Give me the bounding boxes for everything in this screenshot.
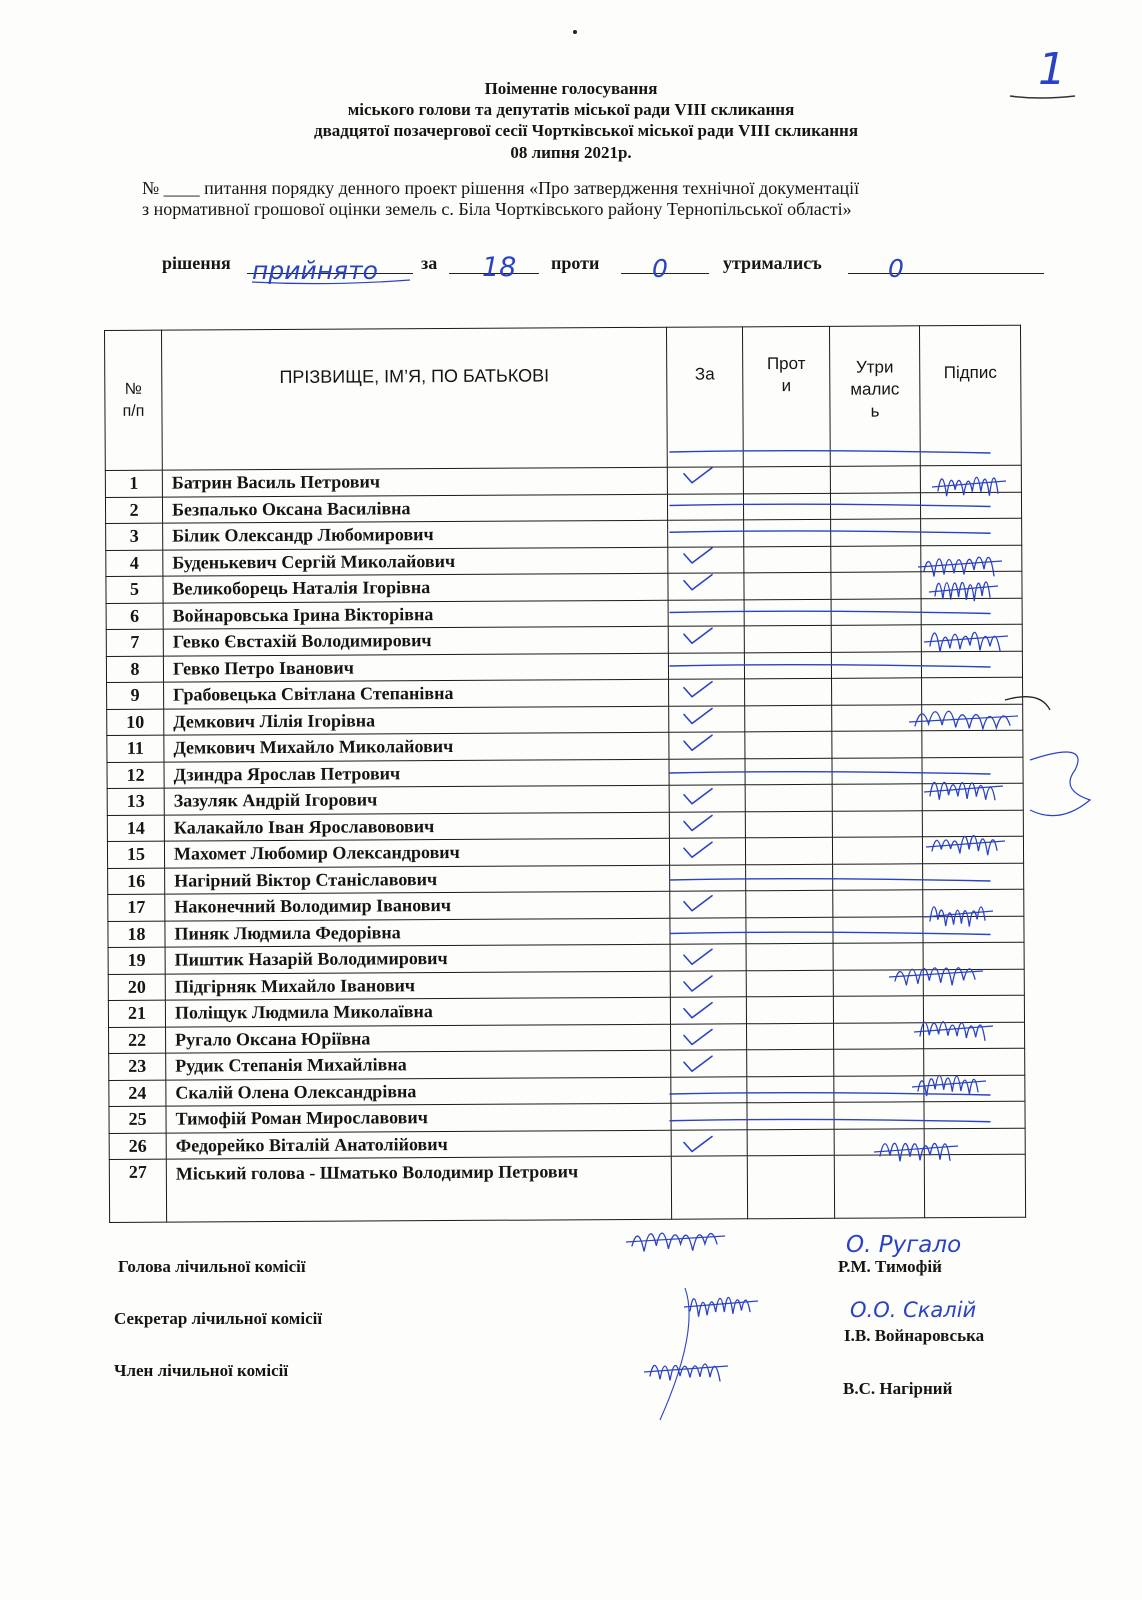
row-number: 2 [105,497,162,524]
member-signature [935,582,990,601]
row-number: 1 [105,470,162,497]
member-name: В.С. Нагірний [843,1379,953,1398]
member-signature [930,632,1000,652]
for-checkmark [684,1137,712,1152]
decision-value: прийнято [252,256,378,285]
chair-signature [632,1233,717,1251]
row-name: Демкович Лілія Ігорівна [164,706,669,735]
margin-signature [1030,752,1090,816]
absent-dash [670,1093,990,1095]
row-name: Войнаровська Ірина Вікторівна [163,600,668,629]
agenda-item-cont: з нормативної грошової оцінки земель с. Біла Чортківського району Тернопільської області» [142,199,852,219]
row-name: Безпалько Оксана Василівна [162,494,667,523]
row-name: Гевко Петро Іванович [163,653,668,682]
row-number: 5 [106,576,163,603]
row-number: 18 [108,921,165,948]
member-signature-stroke [924,786,1003,792]
row-number: 16 [108,868,165,895]
row-name: Дзиндра Ярослав Петрович [164,759,669,788]
row-name: Грабовецька Світлана Степанівна [164,679,669,708]
decision-underline [252,280,410,284]
document-date: 08 липня 2021р. [510,143,632,162]
absent-dash [670,879,990,881]
for-checkmark [684,548,712,563]
abstain-label: утрималисъ [723,253,822,273]
against-label: проти [551,253,600,273]
for-checkmark [684,468,712,483]
member-signature-stroke [914,1026,993,1032]
row-number: 12 [107,762,164,789]
row-number: 14 [107,815,164,842]
document-subtitle: міського голови та депутатів міської ради VIII скликання [347,100,795,119]
for-label: за [421,253,438,273]
col-against: Прот и [742,326,830,466]
absent-dash [670,1119,990,1121]
row-name: Поліщук Людмила Миколаївна [165,997,670,1026]
member-signature-stroke [926,841,1005,847]
row-number: 13 [107,788,164,815]
member-signature [924,557,994,576]
for-checkmark [684,709,712,724]
row-number: 20 [108,974,165,1001]
for-checkmark [684,1056,712,1071]
row-name: Рудик Степанія Михайлівна [166,1050,671,1079]
member-signature [880,1143,950,1161]
col-signature: Підпис [919,325,1021,466]
for-checkmark [684,816,712,831]
row-number: 15 [107,841,164,868]
row-number: 9 [107,682,164,709]
row-name: Демкович Михайло Миколайович [164,732,669,761]
for-checkmark [684,949,712,964]
secretary-note: О.О. Скалій [850,1298,977,1322]
row-name: Нагірний Віктор Станіславович [165,865,670,894]
member-commission-signature [650,1364,720,1381]
row-name: Скалій Олена Олександрівна [166,1077,671,1106]
margin-signature-dark [1005,697,1050,710]
row-name: Пиштик Назарій Володимирович [165,944,670,973]
row-name: Зазуляк Андрій Ігорович [164,785,669,814]
absent-dash [670,611,990,613]
row-name: Ругало Оксана Юріївна [166,1024,671,1053]
row-number: 27 [109,1159,166,1222]
chair-label: Голова лічильної комісії [118,1257,306,1276]
member-signature [895,968,975,986]
for-checkmark [684,976,712,991]
chair-note: О. Ругало [846,1232,962,1258]
row-name: Великоборець Наталія Ігорівна [163,573,668,602]
row-number: 26 [109,1133,166,1160]
secretary-signature [690,1297,750,1316]
abstain-value: 0 [888,254,904,283]
row-number: 7 [106,629,163,656]
row-name: Батрин Василь Петрович [162,467,667,496]
for-checkmark [684,842,712,857]
decision-label: рішення [162,253,231,273]
member-signature-stroke [874,1146,958,1152]
member-signature [930,907,985,927]
for-checkmark [684,896,712,911]
col-for: За [666,327,743,467]
col-number: № п/п [105,330,163,470]
row-name: Махомет Любомир Олександрович [164,838,669,867]
row-name: Тимофій Роман Мирославович [166,1103,671,1132]
row-number: 22 [109,1027,166,1054]
row-number: 6 [106,603,163,630]
for-checkmark [684,789,712,804]
row-name: Калакайло Іван Ярославовович [164,812,669,841]
page-number: 1 [1038,44,1066,95]
row-number: 4 [106,550,163,577]
row-number: 24 [109,1080,166,1107]
for-value: 18 [482,252,517,283]
absent-dash [670,932,990,934]
row-name: Наконечний Володимир Іванович [165,891,670,920]
absent-dash [670,772,990,774]
row-number: 19 [108,947,165,974]
col-abstain: Утри малис ь [829,326,920,467]
row-number: 10 [107,709,164,736]
row-number: 23 [109,1053,166,1080]
against-value: 0 [652,254,668,283]
chair-name: Р.М. Тимофій [838,1257,942,1276]
signature-tail [660,1288,689,1420]
row-name: Буденькевич Сергій Миколайович [163,547,668,576]
for-checkmark [684,735,712,750]
row-number: 21 [108,1000,165,1027]
row-number: 17 [108,894,165,921]
secretary-name: І.В. Войнаровська [844,1326,985,1345]
row-name: Пиняк Людмила Федорівна [165,918,670,947]
for-checkmark [684,682,712,697]
member-signature [938,477,998,496]
col-name: ПРІЗВИЩЕ, ІМ’Я, ПО БАТЬКОВІ [162,327,668,470]
for-checkmark [684,575,712,590]
row-number: 3 [106,523,163,550]
secretary-signature-stroke [684,1301,758,1307]
row-name: Гевко Євстахій Володимирович [163,626,668,655]
row-number: 25 [109,1106,166,1133]
row-number: 8 [106,656,163,683]
absent-dash [670,531,990,533]
absent-dash [670,504,990,506]
member-label: Член лічильної комісії [114,1361,289,1380]
for-checkmark [684,1003,712,1018]
row-number: 11 [107,735,164,762]
document-title: Поіменне голосування [484,79,658,98]
row-name: Міський голова - Шматько Володимир Петрович [166,1156,671,1222]
member-signature [915,711,1010,728]
session-line: двадцятої позачергової сесії Чортківської міської ради VIII скликання [313,121,859,140]
secretary-label: Секретар лічильної комісії [114,1309,323,1328]
absent-dash [670,451,990,453]
for-checkmark [684,628,712,643]
member-signature-stroke [929,586,998,592]
row-name: Федорейко Віталій Анатолійович [166,1130,671,1159]
page-number-underline [1010,96,1075,98]
row-name: Підгірняк Михайло Іванович [165,971,670,1000]
for-checkmark [684,1030,712,1045]
agenda-item: № ____ питання порядку денного проект рішення «Про затвердження технічної документації [142,178,860,198]
row-name: Білик Олександр Любомирович [163,520,668,549]
absent-dash [670,665,990,667]
